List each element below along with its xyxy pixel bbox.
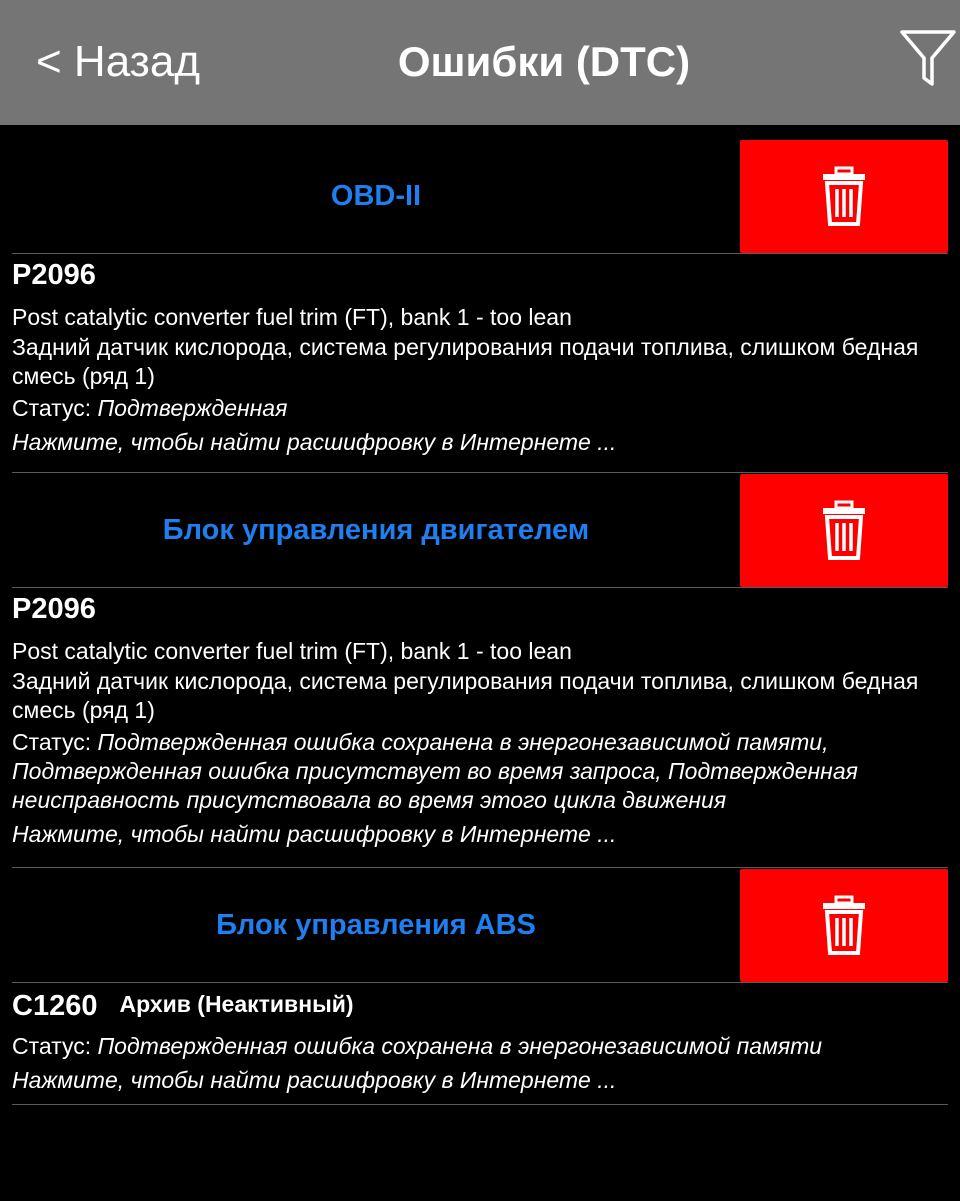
delete-button[interactable] [740, 474, 948, 587]
dtc-entry[interactable] [12, 984, 948, 1095]
divider [12, 253, 948, 254]
page-title: Ошибки (DTC) [397, 38, 691, 85]
dtc-status [12, 1032, 948, 1061]
dtc-code: P2096 [12, 593, 96, 625]
section-title: Блок управления ABS [216, 909, 536, 941]
status-value: Подтвержденная [97, 395, 288, 421]
status-value: Подтвержденная ошибка сохранена в энергонезависимой памяти, Подтвержденная ошибка присутствует во время запроса, Подтвержденная неисправность присутствовала во время этого цикла движения [12, 729, 858, 813]
dtc-code: C1260 [12, 990, 98, 1022]
divider [12, 982, 948, 983]
dtc-entry[interactable] [12, 589, 948, 849]
filter-funnel-icon[interactable] [898, 28, 958, 90]
dtc-status [12, 728, 948, 815]
dtc-description-en: Post catalytic converter fuel trim (FT), bank 1 - too lean [12, 638, 572, 664]
status-value: Подтвержденная ошибка сохранена в энергонезависимой памяти [97, 1033, 823, 1059]
status-label: Статус: [12, 729, 98, 755]
divider [12, 1104, 948, 1105]
divider [12, 867, 948, 868]
dtc-status [12, 394, 948, 423]
trash-icon [822, 500, 866, 560]
dtc-description-ru: Задний датчик кислорода, система регулирования подачи топлива, слишком бедная смесь (ряд 1) [12, 334, 919, 389]
delete-button[interactable] [740, 869, 948, 982]
divider [12, 587, 948, 588]
section-header [0, 869, 960, 982]
section-header [0, 140, 960, 253]
dtc-code: P2096 [12, 259, 96, 291]
section-title: Блок управления двигателем [162, 514, 590, 546]
back-button[interactable]: < Назад [36, 37, 200, 86]
lookup-link[interactable]: Нажмите, чтобы найти расшифровку в Интернете ... [12, 429, 617, 455]
trash-icon [822, 166, 866, 226]
delete-button[interactable] [740, 140, 948, 253]
dtc-entry[interactable] [12, 255, 948, 457]
divider [12, 472, 948, 473]
status-label: Статус: [12, 1033, 98, 1059]
section-header [0, 474, 960, 587]
status-label: Статус: [12, 395, 98, 421]
dtc-description-en: Post catalytic converter fuel trim (FT), bank 1 - too lean [12, 304, 572, 330]
lookup-link[interactable]: Нажмите, чтобы найти расшифровку в Интернете ... [12, 1067, 617, 1093]
top-bar [0, 0, 960, 125]
lookup-link[interactable]: Нажмите, чтобы найти расшифровку в Интернете ... [12, 821, 617, 847]
dtc-description-ru: Задний датчик кислорода, система регулирования подачи топлива, слишком бедная смесь (ряд 1) [12, 668, 919, 723]
archive-badge: Архив (Неактивный) [119, 991, 354, 1017]
trash-icon [822, 895, 866, 955]
section-title: OBD-II [330, 180, 422, 212]
